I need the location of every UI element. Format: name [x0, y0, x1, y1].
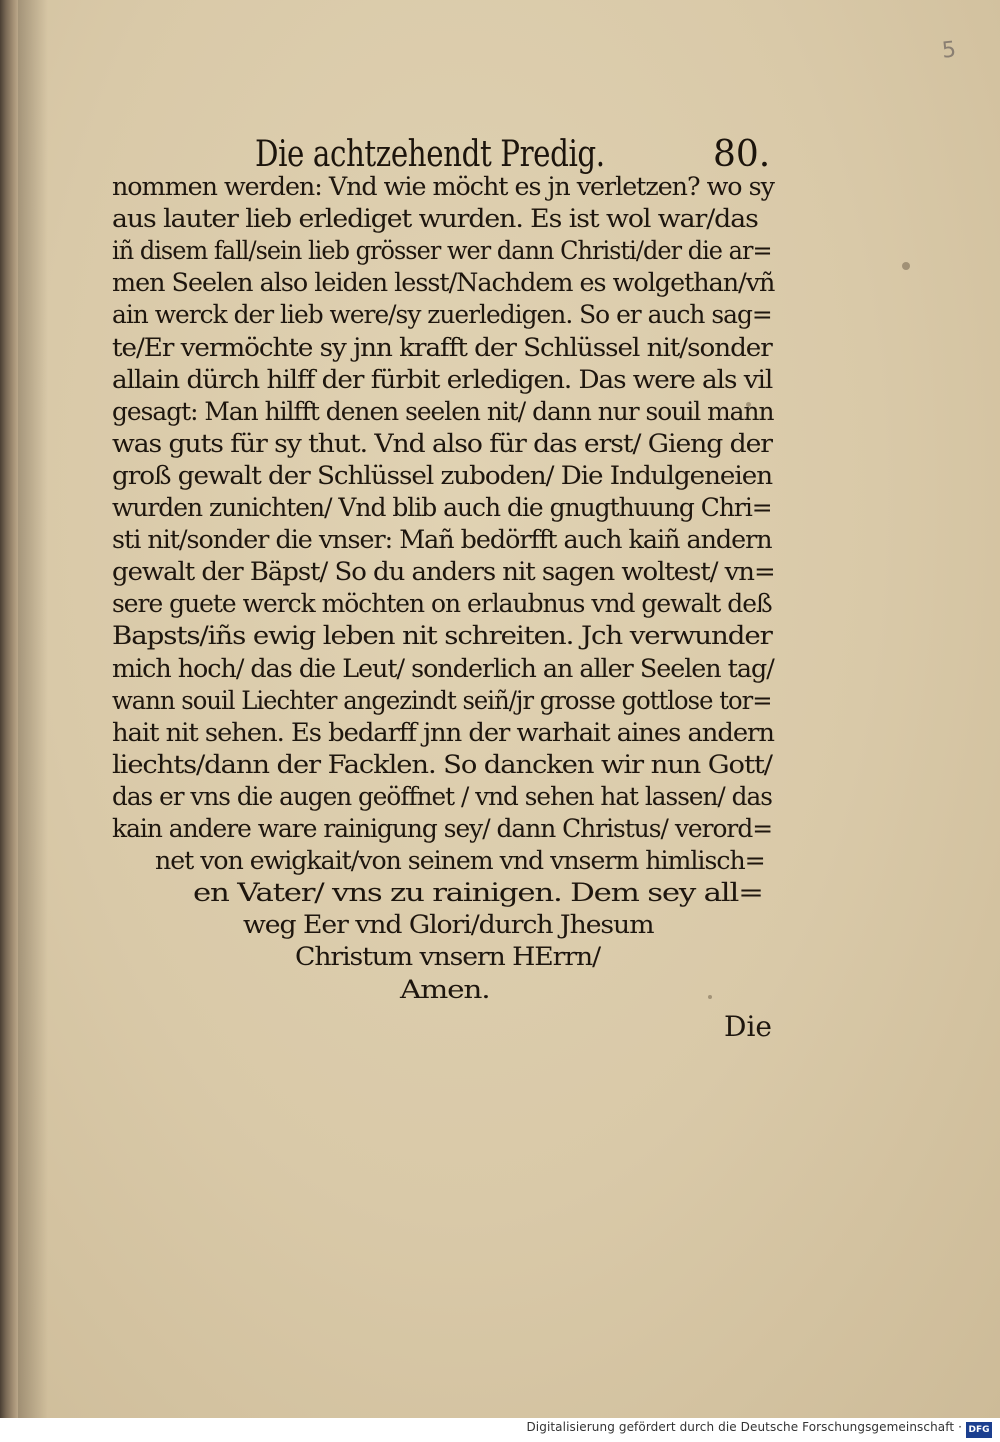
text-line: gewalt der Bäpst/ So du anders nit sagen woltest/ vn= — [112, 557, 775, 586]
text-line: sere guete werck möchten on erlaubnus vnd gewalt deß — [112, 589, 772, 618]
text-line: ain werck der lieb were/sy zuerledigen. So er auch sag= — [112, 300, 772, 329]
text-line: kain andere ware rainigung sey/ dann Christus/ verord= — [112, 814, 773, 843]
pencil-annotation: 5 — [940, 37, 958, 64]
text-line: aus lauter lieb erlediget wurden. Es ist wol war/das — [112, 204, 758, 233]
text-line: weg Eer vnd Glori/durch Jhesum — [243, 910, 654, 939]
text-line: iñ disem fall/sein lieb grösser wer dann Christi/der die ar= — [112, 236, 772, 265]
text-line: sti nit/sonder die vnser: Mañ bedörfft auch kaiñ andern — [112, 525, 772, 554]
text-line: liechts/dann der Facklen. So dancken wir nun Gott/ — [112, 750, 772, 779]
text-line: men Seelen also leiden lesst/Nachdem es wolgethan/vñ — [112, 268, 775, 297]
gutter-shadow — [18, 0, 48, 1418]
text-line: groß gewalt der Schlüssel zuboden/ Die Indulgeneien — [112, 461, 773, 490]
ink-spot — [708, 995, 712, 999]
text-line: nommen werden: Vnd wie möcht es jn verletzen? wo sy — [112, 172, 774, 201]
text-line: was guts für sy thut. Vnd also für das erst/ Gieng der — [112, 429, 772, 458]
text-line: wurden zunichten/ Vnd blib auch die gnugthuung Chri= — [112, 493, 772, 522]
text-line: allain dürch hilff der fürbit erledigen. Das were als vil — [112, 365, 773, 394]
text-line: gesagt: Man hilfft denen seelen nit/ dann nur souil mann — [112, 397, 774, 426]
text-line: hait nit sehen. Es bedarff jnn der warhait aines andern — [112, 718, 774, 747]
running-title: Die achtzehendt Predig. — [255, 134, 605, 175]
text-line: te/Er vermöchte sy jnn krafft der Schlüssel nit/sonder — [112, 333, 772, 362]
folio-number: 80. — [713, 134, 771, 175]
attribution-text: Digitalisierung gefördert durch die Deutsche Forschungsgemeinschaft · — [526, 1420, 962, 1434]
text-line: das er vns die augen geöffnet / vnd sehen hat lassen/ das — [112, 782, 772, 811]
text-line: net von ewigkait/von seinem vnd vnserm himlisch= — [155, 846, 765, 875]
text-line: mich hoch/ das die Leut/ sonderlich an aller Seelen tag/ — [112, 654, 774, 683]
text-line: Christum vnsern HErrn/ — [295, 942, 601, 971]
dfg-logo: DFG — [966, 1422, 992, 1438]
text-line: wann souil Liechter angezindt seiñ/jr grosse gottlose tor= — [112, 686, 772, 715]
ink-spot — [902, 262, 910, 270]
text-line: en Vater/ vns zu rainigen. Dem sey all= — [193, 878, 763, 907]
text-line: Amen. — [400, 975, 490, 1004]
text-line: Bapsts/iñs ewig leben nit schreiten. Jch verwunder — [112, 621, 772, 650]
catchword: Die — [724, 1010, 772, 1043]
